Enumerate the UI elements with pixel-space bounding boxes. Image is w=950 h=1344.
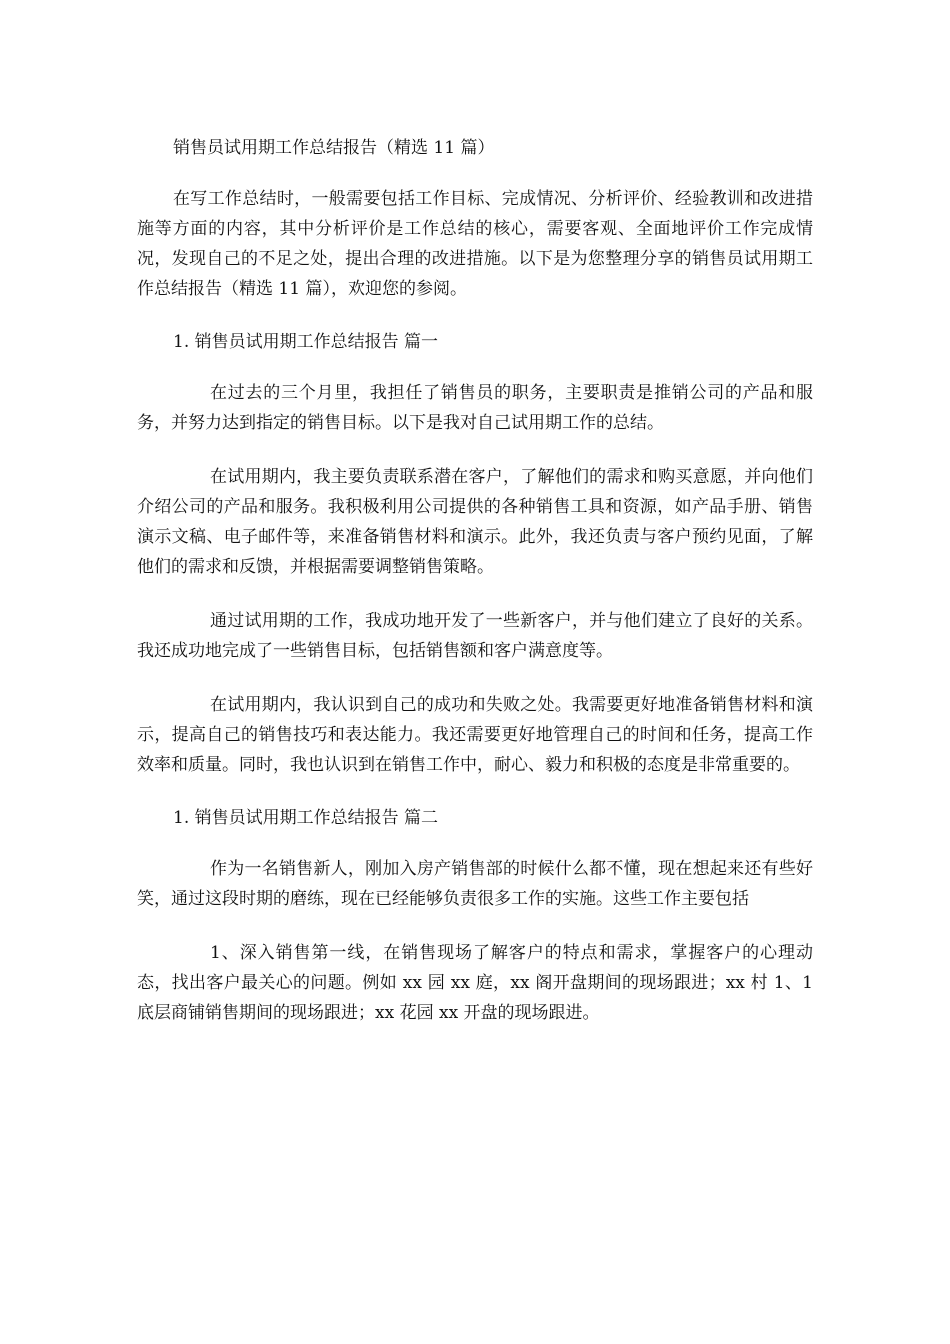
intro-paragraph: 在写工作总结时，一般需要包括工作目标、完成情况、分析评价、经验教训和改进措施等方面的内容，其中分析评价是工作总结的核心，需要客观、全面地评价工作完成情况，发现自己的不足之处，提出合理的改进措施。以下是为您整理分享的销售员试用期工作总结报告（精选 11 篇），欢迎您的参阅。 — [137, 189, 813, 299]
section-1-paragraph-3: 通过试用期的工作，我成功地开发了一些新客户，并与他们建立了良好的关系。我还成功地完成了一些销售目标，包括销售额和客户满意度等。 — [137, 611, 813, 661]
section-heading-2: 1. 销售员试用期工作总结报告 篇二 — [173, 808, 439, 828]
document-title: 销售员试用期工作总结报告（精选 11 篇） — [173, 138, 495, 158]
section-1-paragraph-2: 在试用期内，我主要负责联系潜在客户，了解他们的需求和购买意愿，并向他们介绍公司的产品和服务。我积极利用公司提供的各种销售工具和资源，如产品手册、销售演示文稿、电子邮件等，来准备销售材料和演示。此外，我还负责与客户预约见面，了解他们的需求和反馈，并根据需要调整销售策略。 — [137, 467, 813, 577]
section-2-paragraph-2: 1、深入销售第一线，在销售现场了解客户的特点和需求，掌握客户的心理动态，找出客户最关心的问题。例如 xx 园 xx 庭，xx 阁开盘期间的现场跟进；xx 村 1、1 底层商铺销售期间的现场跟进；xx 花园 xx 开盘的现场跟进。 — [137, 943, 814, 1023]
section-2-paragraph-1: 作为一名销售新人，刚加入房产销售部的时候什么都不懂，现在想起来还有些好笑，通过这段时期的磨练，现在已经能够负责很多工作的实施。这些工作主要包括 — [137, 859, 813, 909]
section-heading-1: 1. 销售员试用期工作总结报告 篇一 — [173, 332, 439, 352]
section-1-paragraph-1: 在过去的三个月里，我担任了销售员的职务，主要职责是推销公司的产品和服务，并努力达到指定的销售目标。以下是我对自己试用期工作的总结。 — [137, 383, 813, 433]
document-body — [137, 134, 813, 1052]
section-1-paragraph-4: 在试用期内，我认识到自己的成功和失败之处。我需要更好地准备销售材料和演示，提高自己的销售技巧和表达能力。我还需要更好地管理自己的时间和任务，提高工作效率和质量。同时，我也认识到在销售工作中，耐心、毅力和积极的态度是非常重要的。 — [137, 695, 813, 775]
